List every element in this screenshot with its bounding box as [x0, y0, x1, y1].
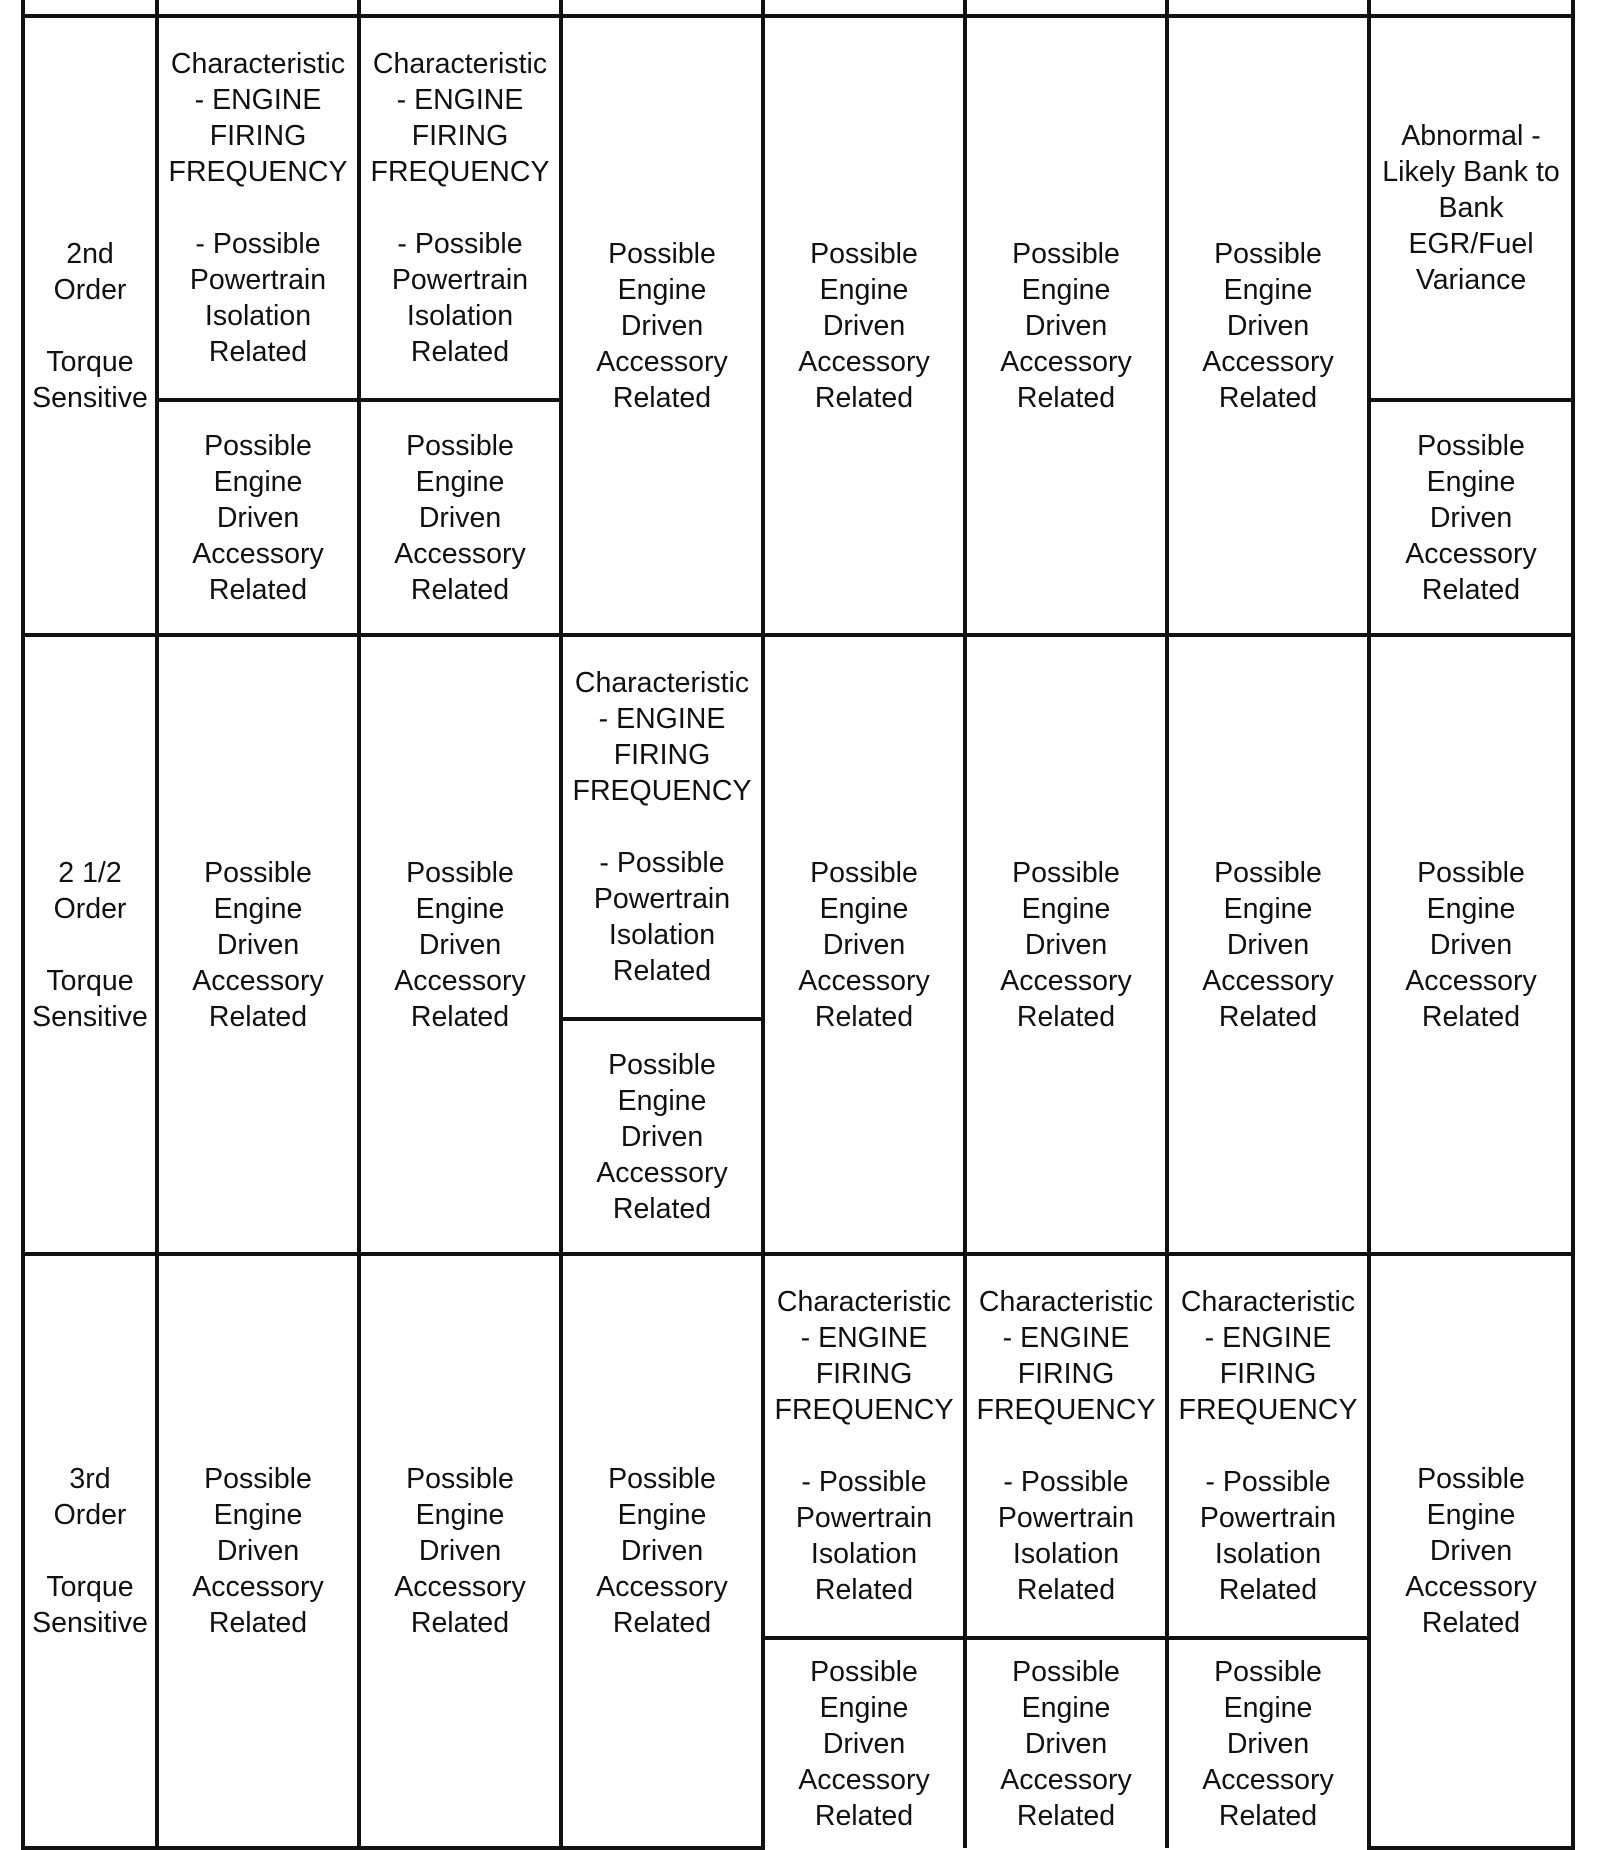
table-cell: Possible Engine Driven Accessory Related — [763, 16, 965, 635]
table-cell: Abnormal - Likely Bank to Bank EGR/Fuel Variance — [1369, 16, 1573, 400]
table-cell: Possible Engine Driven Accessory Related — [157, 635, 359, 1254]
table-cell: Possible Engine Driven Accessory Related — [157, 1254, 359, 1848]
table-cell: Possible Engine Driven Accessory Related — [965, 16, 1167, 635]
table-cell: Possible Engine Driven Accessory Related — [561, 1019, 763, 1254]
table-cell: Possible Engine Driven Accessory Related — [1369, 1254, 1573, 1848]
table-cell: Possible Engine Driven Accessory Related — [763, 635, 965, 1254]
row-header: 3rd Order Torque Sensitive — [23, 1254, 157, 1848]
table-cell: Possible Engine Driven Accessory Related — [359, 1254, 561, 1848]
table-cell: Characteristic - ENGINE FIRING FREQUENCY - Possible Powertrain Isolation Related — [965, 1254, 1167, 1638]
table-cell: Possible Engine Driven Accessory Related — [1369, 635, 1573, 1254]
table-cell: Characteristic - ENGINE FIRING FREQUENCY - Possible Powertrain Isolation Related — [1167, 1254, 1369, 1638]
table-cell — [1369, 0, 1573, 16]
table-cell — [561, 0, 763, 16]
table-row — [23, 1254, 1573, 1638]
table-cell: Characteristic - ENGINE FIRING FREQUENCY - Possible Powertrain Isolation Related — [763, 1254, 965, 1638]
row-header: 2nd Order Torque Sensitive — [23, 16, 157, 635]
table-cell — [763, 0, 965, 16]
table-cell — [965, 0, 1167, 16]
table-cell: Possible Engine Driven Accessory Related — [359, 400, 561, 635]
table-row — [23, 16, 1573, 400]
table-row — [23, 0, 1573, 16]
table-cell: Possible Engine Driven Accessory Related — [965, 1638, 1167, 1848]
table-cell: Possible Engine Driven Accessory Related — [359, 635, 561, 1254]
table-cell: Possible Engine Driven Accessory Related — [157, 400, 359, 635]
row-header: 2 1/2 Order Torque Sensitive — [23, 635, 157, 1254]
table-cell: Characteristic - ENGINE FIRING FREQUENCY - Possible Powertrain Isolation Related — [359, 16, 561, 400]
table-cell — [1167, 0, 1369, 16]
table-cell: Possible Engine Driven Accessory Related — [965, 635, 1167, 1254]
table-cell: Possible Engine Driven Accessory Related — [1167, 635, 1369, 1254]
table-cell: Possible Engine Driven Accessory Related — [561, 16, 763, 635]
table-cell: Possible Engine Driven Accessory Related — [1167, 1638, 1369, 1848]
table-cell: Possible Engine Driven Accessory Related — [1167, 16, 1369, 635]
table-cell: Possible Engine Driven Accessory Related — [763, 1638, 965, 1848]
table-cell: Characteristic - ENGINE FIRING FREQUENCY - Possible Powertrain Isolation Related — [157, 16, 359, 400]
table-cell — [359, 0, 561, 16]
table-cell — [157, 0, 359, 16]
diagnostic-table — [21, 0, 1575, 1850]
table-cell: Possible Engine Driven Accessory Related — [561, 1254, 763, 1848]
table-cell — [23, 0, 157, 16]
table-cell: Possible Engine Driven Accessory Related — [1369, 400, 1573, 635]
table-cell: Characteristic - ENGINE FIRING FREQUENCY - Possible Powertrain Isolation Related — [561, 635, 763, 1019]
table-row — [23, 635, 1573, 1019]
